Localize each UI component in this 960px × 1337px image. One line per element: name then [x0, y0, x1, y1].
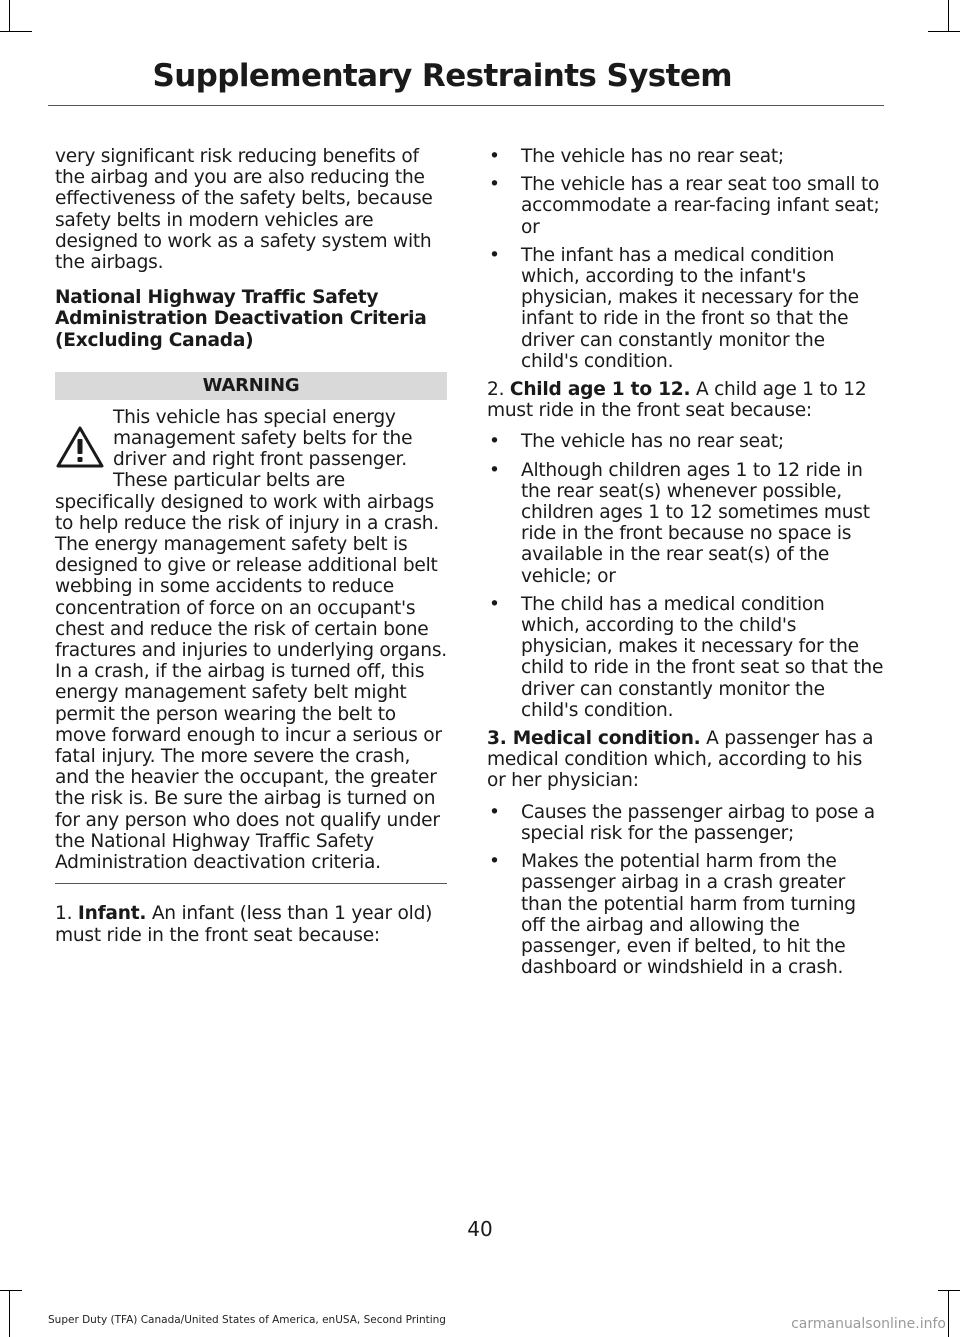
medical-reasons-list — [487, 802, 885, 979]
child-reasons-list — [487, 431, 885, 721]
left-column — [55, 146, 447, 956]
section-subheading: National Highway Traffic Safety Administration Deactivation Criteria (Excluding Canada) — [55, 287, 427, 351]
item-child-number: 2. — [487, 379, 505, 401]
warning-triangle-icon — [55, 425, 105, 469]
list-item: • The child has a medical condition which, according to the child's physician, makes it necessary for the child to ride in the front seat so that the driver can constantly monitor the child's condition. — [487, 594, 885, 721]
list-item: • Although children ages 1 to 12 ride in the rear seat(s) whenever possible, children ages 1 to 12 sometimes must ride in the front because no space is available in the rear seat(s) of the vehicle; or — [487, 460, 885, 587]
right-column — [487, 146, 885, 985]
crop-mark-bottom-right-vertical — [948, 1290, 949, 1337]
item-medical-lead: 3. Medical condition. — [487, 728, 701, 750]
warning-text: This vehicle has special energy management safety belts for the driver and right front passenger. These particular belts are specifically designed to work with airbags to help reduce the risk of injury in a crash. The energy management safety belt is designed to give or release additional belt webbing in some accidents to reduce concentration of force on an occupant's chest and reduce the risk of certain bone fractures and injuries to underlying organs. In a crash, if the airbag is turned off, this energy management safety belt might permit the person wearing the belt to move forward enough to incur a serious or fatal injury. The more severe the crash, and the heavier the occupant, the greater the risk is. Be sure the airbag is turned on for any person who does not qualify under the National Highway Traffic Safety Administration deactivation criteria. — [55, 406, 447, 874]
list-item: • Makes the potential harm from the passenger airbag in a crash greater than the potential harm from turning off the airbag and allowing the passenger, even if belted, to hit the dashboard or windshield in a crash. — [487, 851, 885, 978]
crop-mark-top-right-vertical — [948, 0, 949, 32]
crop-mark-top-right-horizontal — [928, 31, 960, 32]
crop-mark-top-left-vertical — [9, 0, 10, 32]
watermark: carmanualsonline.info — [791, 1316, 946, 1332]
page-number: 40 — [467, 1217, 493, 1241]
list-item: • The vehicle has a rear seat too small to accommodate a rear-facing infant seat; or — [487, 174, 885, 238]
item-infant-lead: Infant. — [77, 903, 147, 925]
item-infant-number: 1. — [55, 903, 73, 925]
list-item: • Causes the passenger airbag to pose a special risk for the passenger; — [487, 802, 885, 844]
infant-reasons-list — [487, 146, 885, 372]
item-infant-text: An infant (less than 1 year old) must ride in the front seat because: — [55, 903, 433, 946]
item-medical — [487, 728, 885, 792]
item-child-lead: Child age 1 to 12. — [509, 379, 691, 401]
page-header-title: Supplementary Restraints System — [152, 58, 732, 94]
crop-mark-bottom-left-horizontal — [0, 1290, 22, 1291]
warning-box — [55, 372, 447, 884]
item-infant — [55, 903, 447, 945]
edition-footer: Super Duty (TFA) Canada/United States of America, enUSA, Second Printing — [48, 1314, 446, 1326]
list-item: • The vehicle has no rear seat; — [487, 431, 885, 452]
list-item: • The infant has a medical condition which, according to the infant's physician, makes it necessary for the infant to ride in the front so that the driver can constantly monitor the child's condition. — [487, 245, 885, 372]
header-rule — [48, 105, 884, 106]
crop-mark-bottom-right-horizontal — [938, 1290, 960, 1291]
item-child-text: A child age 1 to 12 must ride in the front seat because: — [487, 379, 867, 422]
item-child — [487, 379, 885, 421]
item-medical-text: A passenger has a medical condition which, according to his or her physician: — [487, 728, 874, 792]
warning-label: WARNING — [55, 372, 447, 400]
intro-paragraph: very significant risk reducing benefits of the airbag and you are also reducing the effectiveness of the safety belts, because safety belts in modern vehicles are designed to work as a safety system with the airbags. — [55, 146, 433, 274]
list-item: • The vehicle has no rear seat; — [487, 146, 885, 167]
crop-mark-bottom-left-vertical — [9, 1290, 10, 1337]
warning-body — [55, 407, 447, 873]
crop-mark-top-left-horizontal — [0, 31, 32, 32]
